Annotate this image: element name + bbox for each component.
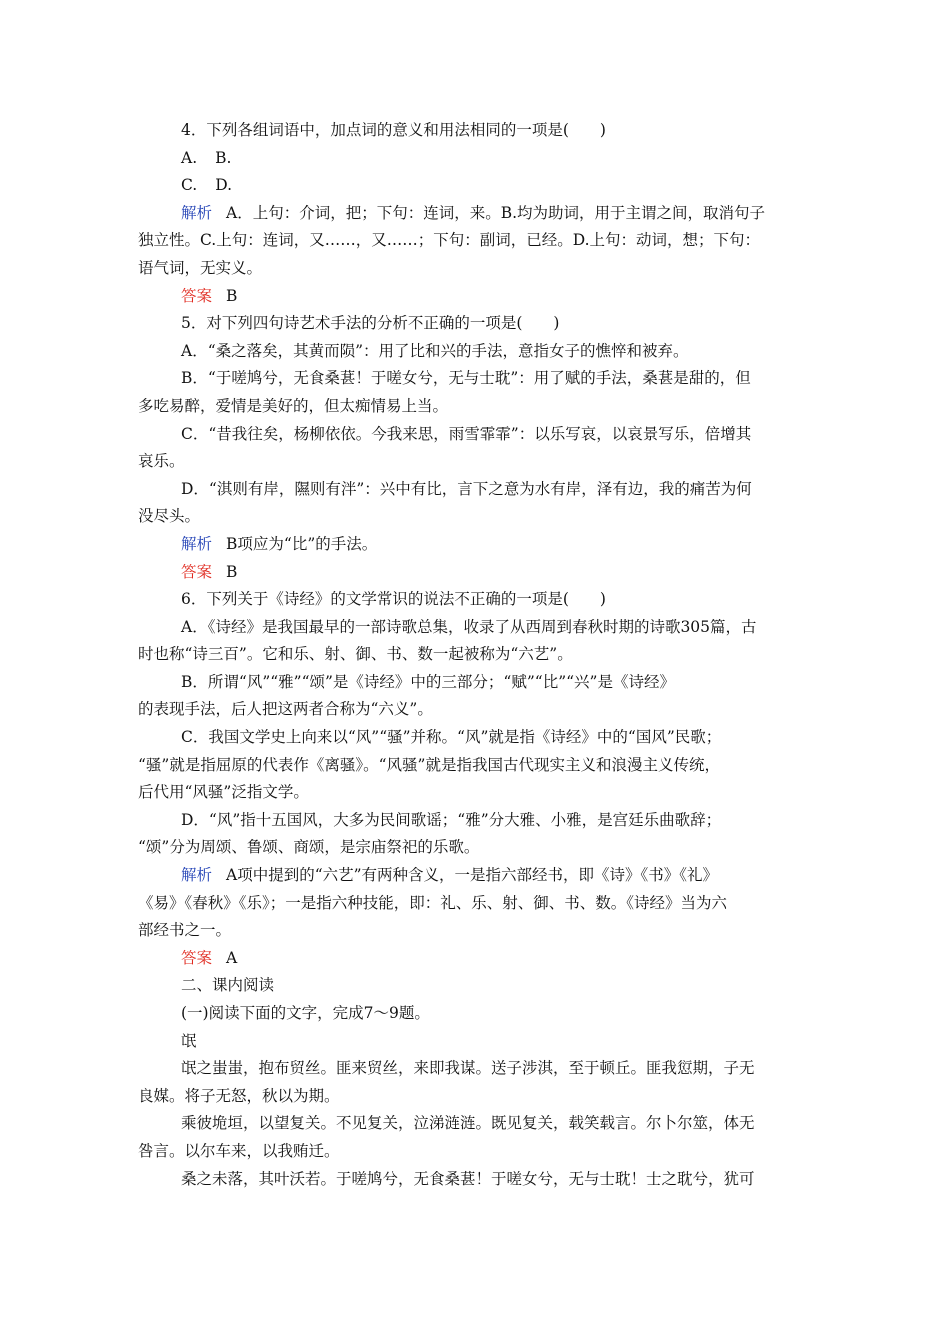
- q5-option-c-2: 哀乐。: [138, 452, 185, 471]
- q6-option-b-1: B．所谓“风”“雅”“颂”是《诗经》中的三部分；“赋”“比”“兴”是《诗经》: [181, 672, 675, 691]
- analysis-label: 解析: [181, 534, 213, 553]
- q5-option-a: A．“桑之落矣，其黄而陨”：用了比和兴的手法，意指女子的憔悴和被弃。: [181, 341, 689, 360]
- answer-label: 答案: [181, 286, 213, 305]
- q6-option-d-1: D．“风”指十五国风，大多为民间歌谣；“雅”分大雅、小雅，是宫廷乐曲歌辞；: [181, 810, 722, 829]
- q4-answer: [138, 283, 814, 311]
- q6-option-d-2: “颂”分为周颂、鲁颂、商颂，是宗庙祭祀的乐歌。: [138, 838, 480, 857]
- q5-analysis: [138, 531, 814, 559]
- q5-option-b-2: 多吃易醉，爱情是美好的，但太痴情易上当。: [138, 396, 449, 415]
- q4-options-row-2: [138, 172, 814, 200]
- q5-option-d-1: D．“淇则有岸，隰则有泮”：兴中有比，言下之意为水有岸，泽有边，我的痛苦为何: [181, 479, 752, 498]
- q6-analysis: [138, 862, 814, 890]
- section-heading: 二、课内阅读: [181, 976, 275, 995]
- q4-option-b: B.: [215, 148, 232, 167]
- answer-label: 答案: [181, 562, 213, 581]
- q5-option-d-2: 没尽头。: [138, 507, 201, 526]
- q6-analysis-text-2: 《易》《春秋》《乐》；一是指六种技能，即：礼、乐、射、御、书、数。《诗经》当为六: [138, 893, 728, 912]
- q6-option-c-2: “骚”就是指屈原的代表作《离骚》。“风骚”就是指我国古代现实主义和浪漫主义传统，: [138, 755, 720, 774]
- q6-option-a-2: 时也称“诗三百”。它和乐、射、御、书、数一起被称为“六艺”。: [138, 645, 573, 664]
- q6-option-c-1: C．我国文学史上向来以“风”“骚”并称。“风”就是指《诗经》中的“国风”民歌；: [181, 728, 722, 747]
- poem-paragraph-1-line-1: 氓之蚩蚩，抱布贸丝。匪来贸丝，来即我谋。送子涉淇，至于顿丘。匪我愆期，子无: [181, 1059, 755, 1078]
- q5-stem: 5．对下列四句诗艺术手法的分析不正确的一项是( ): [181, 314, 560, 333]
- q6-stem: 6．下列关于《诗经》的文学常识的说法不正确的一项是( ): [181, 590, 606, 609]
- answer-label: 答案: [181, 948, 213, 967]
- q5-option-c-1: C．“昔我往矣，杨柳依依。今我来思，雨雪霏霏”：以乐写哀，以哀景写乐，倍增其: [181, 424, 752, 443]
- q5-answer-value: B: [226, 562, 238, 581]
- q6-option-c-3: 后代用“风骚”泛指文学。: [138, 783, 309, 802]
- analysis-label: 解析: [181, 866, 213, 885]
- q6-answer-value: A: [226, 948, 238, 967]
- q4-option-d: D.: [215, 176, 233, 195]
- poem-paragraph-1-line-2: 良媒。将子无怒，秋以为期。: [138, 1086, 340, 1105]
- q4-analysis-text-1: A．上句：介词，把；下句：连词，来。B.均为助词，用于主谓之间，取消句子: [226, 203, 766, 222]
- poem-paragraph-2-line-1: 乘彼垝垣，以望复关。不见复关，泣涕涟涟。既见复关，载笑载言。尔卜尔筮，体无: [181, 1114, 755, 1133]
- document-page: [138, 117, 814, 1193]
- q4-option-a: A.: [181, 148, 198, 167]
- q4-analysis-text-3: 语气词，无实义。: [138, 258, 263, 277]
- poem-title: 氓: [181, 1031, 197, 1050]
- q4-option-c: C.: [181, 176, 198, 195]
- q6-option-b-2: 的表现手法，后人把这两者合称为“六义”。: [138, 700, 433, 719]
- reading-instruction: (一)阅读下面的文字，完成7～9题。: [181, 1004, 430, 1022]
- q4-options-row-1: [138, 145, 814, 173]
- q5-answer: [138, 559, 814, 587]
- q5-option-b-1: B．“于嗟鸠兮，无食桑葚！于嗟女兮，无与士耽”：用了赋的手法，桑葚是甜的，但: [181, 369, 751, 388]
- q4-analysis-text-2: 独立性。C.上句：连词，又……，又……；下句：副词，已经。D.上句：动词，想；下句：: [138, 231, 761, 250]
- q4-analysis: [138, 200, 814, 228]
- q6-option-a-1: A．《诗经》是我国最早的一部诗歌总集，收录了从西周到春秋时期的诗歌305篇，古: [181, 617, 757, 636]
- q6-analysis-text-3: 部经书之一。: [138, 921, 232, 940]
- q4-answer-value: B: [226, 286, 238, 305]
- q5-analysis-text: B项应为“比”的手法。: [226, 534, 378, 553]
- poem-paragraph-3-line-1: 桑之未落，其叶沃若。于嗟鸠兮，无食桑葚！于嗟女兮，无与士耽！士之耽兮，犹可: [181, 1169, 755, 1188]
- q6-analysis-text-1: A项中提到的“六艺”有两种含义，一是指六部经书，即《诗》《书》《礼》: [226, 866, 719, 885]
- poem-paragraph-2-line-2: 咎言。以尔车来，以我贿迁。: [138, 1141, 340, 1160]
- analysis-label: 解析: [181, 203, 213, 222]
- q6-answer: [138, 945, 814, 973]
- q4-stem: 4．下列各组词语中，加点词的意义和用法相同的一项是( ): [181, 121, 606, 139]
